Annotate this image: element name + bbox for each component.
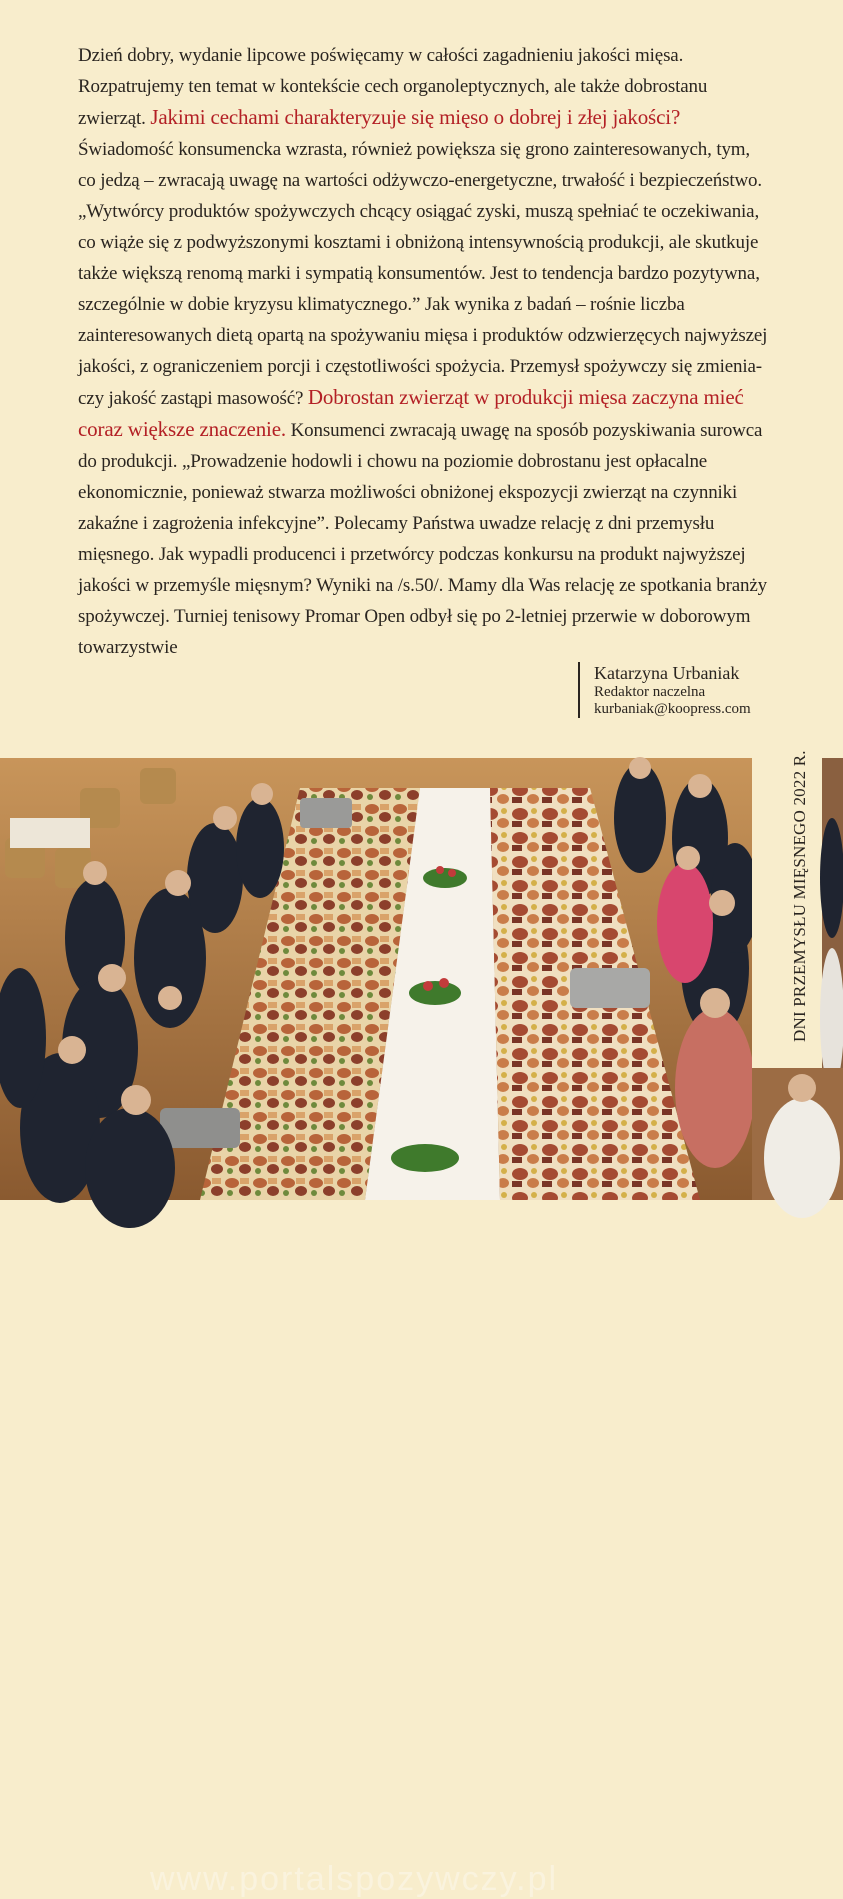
editorial-paragraph bbox=[78, 40, 768, 663]
watermark: www.portalspozywczy.pl bbox=[150, 1860, 559, 1898]
editorial-text bbox=[78, 40, 768, 663]
side-label: DNI PRZEMYSŁU MIĘSNEGO 2022 R. bbox=[790, 750, 809, 1042]
event-photo bbox=[0, 758, 752, 1898]
side-strip bbox=[752, 758, 822, 1068]
side-photo-bottom bbox=[752, 1068, 843, 1200]
editorial-body: Świadomość konsumencka wzrasta, również powiększa się grono zainteresowanych, tym, co jedzą – zwracają uwagę na wartości odżywczo-energetyczne, trwałość i bezpieczeństwo. „Wytwórcy produktów spożywczych chcący osiągać zyski, muszą spełniać te oczekiwania, co wiąże się z podwyższonymi kosztami i obniżoną intensywnością produkcji, ale skutkuje także większą renomą marki i sympatią konsumentów. Jest to tendencja bardzo pozytywna, szczególnie w dobie kryzysu klimatycznego.” Jak wynika z badań – rośnie liczba zainteresowanych dietą opartą na spożywaniu mięsa i produktów odzwierzęcych najwyższej jakości, z ograniczeniem porcji i częstotliwości spożycia. Przemysł spożywczy się zmienia-czy jakość zastąpi masowość? bbox=[78, 139, 768, 409]
editor-signature bbox=[578, 662, 751, 718]
editorial-closing: Konsumenci zwracają uwagę na sposób pozyskiwania surowca do produkcji. „Prowadzenie hodowli i chowu na poziomie dobrostanu jest opłacalne ekonomicznie, ponieważ stwarza możliwości obniżonej ekspozycji zwierząt na czynniki zakaźne i zagrożenia infekcyjne”. Polecamy Państwa uwadze relację z dni przemysłu mięsnego. Jak wypadli producenci i przetwórcy podczas konkursu na produkt najwyższej jakości w przemyśle mięsnym? Wyniki na /s.50/. Mamy dla Was relację ze spotkania branży spożywczej. Turniej tenisowy Promar Open odbył się po 2-letniej przerwie w doborowym towarzystwie bbox=[78, 420, 768, 658]
editorial-intro: Dzień dobry, wydanie lipcowe poświęcamy w całości zagadnieniu jakości mięsa. Rozpatrujemy ten temat w kontekście cech organoleptycznych, ale także dobrostanu zwierząt. bbox=[78, 45, 708, 129]
editor-email: kurbaniak@koopress.com bbox=[594, 701, 751, 717]
editor-role: Redaktor naczelna bbox=[594, 684, 706, 700]
highlight-question: Jakimi cechami charakteryzuje się mięso o dobrej i złej jakości? bbox=[150, 105, 681, 129]
highlight-welfare: Dobrostan zwierząt w produkcji mięsa zaczyna mieć coraz większe znaczenie. bbox=[78, 385, 744, 441]
editor-name: Katarzyna Urbaniak bbox=[594, 663, 740, 683]
